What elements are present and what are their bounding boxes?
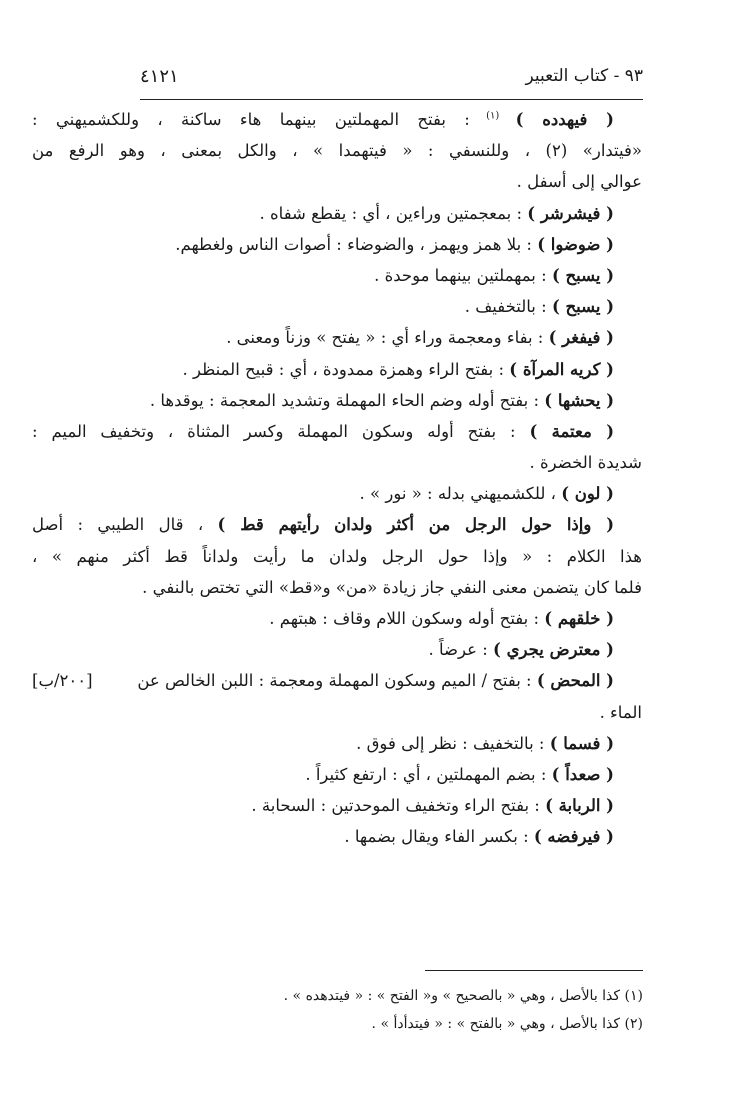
entry-text: فلما كان يتضمن معنى النفي جاز زيادة «من» و«قط» التي تختص بالنفي .: [142, 577, 642, 597]
text-line: [32, 821, 642, 852]
entry-keyword: ( فسما ): [549, 733, 614, 753]
text-line: [32, 665, 642, 696]
entry-text: : بمهملتين بينهما موحدة .: [374, 265, 552, 285]
text-line: [32, 634, 642, 665]
text-line: [32, 697, 642, 728]
footnotes: [40, 982, 643, 1038]
entry-keyword: ( فيشرشر ): [527, 203, 614, 223]
entry-text: : بفاء ومعجمة وراء أي : « يفتح » وزناً ومعنى .: [226, 328, 549, 348]
text-line: [32, 790, 642, 821]
entry-keyword: ( لون ): [561, 484, 614, 504]
entry-keyword: ( فيفغر ): [548, 328, 614, 348]
text-line: [32, 416, 642, 447]
text-line: [32, 728, 642, 759]
entry-text: هذا الكلام : « وإذا حول الرجل ولدان ما رأيت ولداناً قط أكثر منهم » ،: [32, 546, 642, 566]
entry-keyword: ( صعداً ): [551, 764, 614, 784]
entry-text: «فيتدار» (٢) ، وللنسفي : « فيتهمدا » ، والكل بمعنى ، وهو الرفع من: [32, 141, 642, 161]
entry-text: : بفتح أوله وسكون المهملة وكسر المثناة ، وتخفيف الميم :: [32, 421, 530, 441]
entry-text: : بضم المهملتين ، أي : ارتفع كثيراً .: [305, 764, 552, 784]
entry-keyword: ( فيرفضه ): [533, 827, 614, 847]
header-rule: [140, 99, 643, 100]
entry-keyword: ( ضوضوا ): [537, 234, 614, 254]
entry-keyword: ( خلقهم ): [544, 609, 614, 628]
entry-keyword: ( الربابة ): [545, 796, 614, 816]
entry-keyword: ( كريه المرآة ): [509, 359, 614, 379]
text-line: [32, 354, 642, 385]
entry-text: : بكسر الفاء ويقال بضمها .: [344, 827, 534, 847]
entry-keyword: ( يسبح ): [551, 297, 614, 317]
text-line: [32, 759, 642, 790]
page-header: [140, 62, 643, 100]
manuscript-folio-ref: [٢٠٠/ب]: [32, 671, 93, 691]
footnote-separator: [425, 970, 643, 971]
entry-text: : بفتح أوله وسكون اللام وقاف : هبتهم .: [269, 609, 545, 628]
text-line: [32, 229, 642, 260]
entry-keyword: ( فيهدده ): [515, 110, 614, 129]
page-number: ٤١٢١: [140, 66, 179, 87]
text-line: [32, 509, 642, 540]
entry-keyword: ( معترض يجري ): [493, 640, 614, 660]
text-line: [32, 385, 642, 416]
entry-text: الماء .: [599, 702, 642, 722]
entry-text: : بفتح المهملتين بينهما هاء ساكنة ، وللكشميهني :: [32, 110, 470, 129]
text-line: [32, 260, 642, 291]
text-line: [32, 322, 642, 353]
text-line: [32, 198, 642, 229]
entry-keyword: ( وإذا حول الرجل من أكثر ولدان رأيتهم قط ): [217, 515, 614, 535]
entry-keyword: ( يحشها ): [544, 390, 614, 410]
text-line: [32, 541, 642, 572]
text-line: [32, 291, 642, 322]
entry-text: : بفتح الراء وتخفيف الموحدتين : السحابة .: [251, 796, 546, 816]
entry-text: ، قال الطيبي : أصل: [32, 515, 218, 535]
running-title: ٩٣ - كتاب التعبير: [525, 66, 643, 86]
entry-text: : بفتح الراء وهمزة ممدودة ، أي : قبيح المنظر .: [182, 359, 510, 379]
footnote: (٢) كذا بالأصل ، وهي « بالفتح » : « فيتدأدأ » .: [371, 1016, 643, 1032]
entry-keyword: ( يسبح ): [551, 265, 614, 285]
entry-text: عوالي إلى أسفل .: [516, 172, 642, 192]
entry-text: : عرضاً .: [428, 640, 494, 660]
entry-text: : بفتح أوله وضم الحاء المهملة وتشديد المعجمة : يوقدها .: [149, 390, 545, 410]
text-line: [32, 166, 642, 197]
entry-text: : بفتح / الميم وسكون المهملة ومعجمة : اللبن الخالص عن: [137, 671, 537, 691]
text-line: [32, 447, 642, 478]
entry-text: : بالتخفيف .: [464, 297, 552, 317]
footnote-marker: (١): [469, 110, 516, 122]
text-line: [32, 603, 642, 634]
footnote: (١) كذا بالأصل ، وهي « بالصحيح » و« الفتح » : « فيتدهده » .: [283, 988, 643, 1004]
entry-text: : بمعجمتين وراءين ، أي : يقطع شفاه .: [259, 203, 528, 223]
commentary-text: [32, 104, 642, 853]
text-line: [32, 135, 642, 166]
text-line: [32, 478, 642, 509]
entry-text: ، للكشميهني بدله : « نور » .: [359, 484, 562, 504]
entry-text: : بلا همز ويهمز ، والضوضاء : أصوات الناس ولغطهم.: [175, 234, 538, 254]
entry-keyword: ( معتمة ): [529, 421, 615, 441]
text-line: [32, 104, 642, 135]
text-line: [32, 572, 642, 603]
entry-keyword: ( المحض ): [536, 671, 614, 691]
entry-text: شديدة الخضرة .: [529, 453, 642, 473]
entry-text: : بالتخفيف : نظر إلى فوق .: [356, 733, 550, 753]
